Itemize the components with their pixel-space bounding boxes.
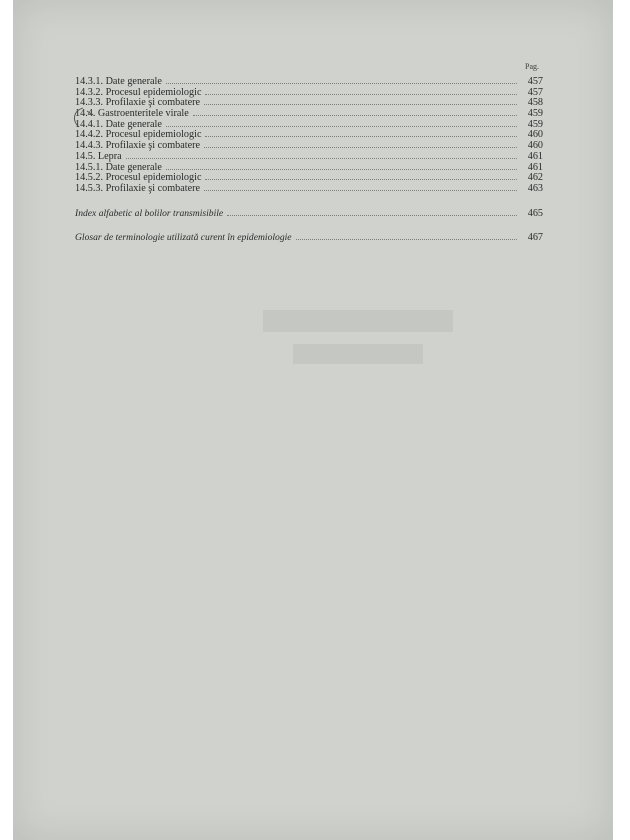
show-through-bleed (253, 300, 473, 380)
entry-number: 14.4.3. (75, 140, 104, 152)
entry-number: 14.4.1. (75, 118, 104, 130)
entry-title: Profilaxie şi combatere (105, 97, 201, 109)
index-page-number: 465 (527, 207, 543, 219)
entry-number: 14.5.2. (75, 172, 104, 184)
toc-entry (75, 141, 543, 152)
entry-page-number: 461 (527, 161, 543, 173)
entry-page-number: 457 (527, 86, 543, 98)
glossary-title: Glosar de terminologie utilizată curent în epidemiologie (75, 232, 292, 244)
entry-number: 14.5. (75, 150, 96, 162)
entry-page-number: 457 (527, 76, 543, 87)
entry-number: 14.3.3. (75, 97, 104, 109)
glossary-page-number: 467 (527, 232, 543, 244)
dot-leader (204, 147, 517, 148)
entry-title: Date generale (105, 76, 162, 87)
dot-leader (296, 239, 517, 240)
entry-number: 14.3.2. (75, 86, 104, 98)
entry-page-number: 460 (527, 129, 543, 141)
entry-page-number: 461 (527, 150, 543, 162)
toc-entry-glossary (75, 233, 543, 244)
entry-title: Profilaxie şi combatere (105, 140, 201, 152)
entry-page-number: 460 (527, 140, 543, 152)
toc-entry-index (75, 209, 543, 220)
book-page (13, 0, 613, 840)
entry-title: Gastroenteritele virale (97, 108, 189, 120)
table-of-contents (75, 62, 543, 244)
entry-number: 14.3.1. (75, 76, 104, 87)
entry-number: 14.5.3. (75, 182, 104, 194)
entry-page-number: 459 (527, 118, 543, 130)
entry-title: Procesul epidemiologic (105, 86, 202, 98)
dot-leader (205, 179, 517, 180)
entry-title: Date generale (105, 161, 162, 173)
dot-leader (166, 83, 517, 84)
entry-title: Date generale (105, 118, 162, 130)
dot-leader (227, 215, 517, 216)
dot-leader (205, 136, 517, 137)
entry-page-number: 458 (527, 97, 543, 109)
entry-title: Profilaxie şi combatere (105, 182, 201, 194)
entry-page-number: 462 (527, 172, 543, 184)
dot-leader (166, 169, 517, 170)
entry-number: 14.4.2. (75, 129, 104, 141)
dot-leader (205, 94, 517, 95)
entry-title: Procesul epidemiologic (105, 129, 202, 141)
entry-title: Procesul epidemiologic (105, 172, 202, 184)
entry-number: 14.5.1. (75, 161, 104, 173)
toc-entry (75, 184, 543, 195)
entry-page-number: 463 (527, 182, 543, 194)
index-title: Index alfabetic al bolilor transmisibile (75, 207, 224, 219)
dot-leader (204, 190, 517, 191)
entry-number: 14.4. (75, 108, 96, 120)
page-column-label: Pag. (525, 62, 539, 71)
entry-page-number: 459 (527, 108, 543, 120)
dot-leader (126, 158, 517, 159)
dot-leader (193, 115, 517, 116)
dot-leader (204, 104, 517, 105)
dot-leader (166, 126, 517, 127)
entry-title: Lepra (97, 150, 122, 162)
